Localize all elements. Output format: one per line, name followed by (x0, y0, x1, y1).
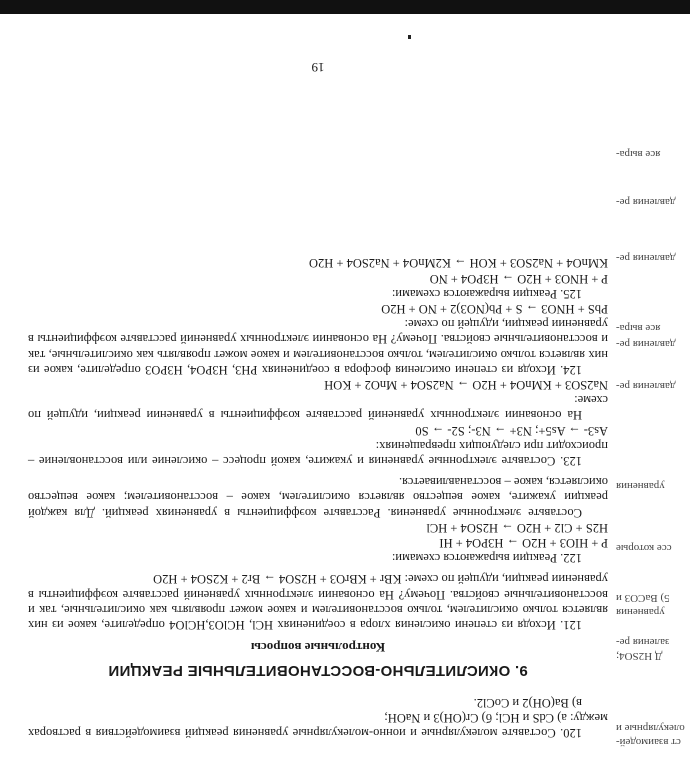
problem-120-tail: в) Ba(OH)2 и CoCl2. (473, 695, 582, 710)
previous-page-margin (612, 0, 690, 768)
section-title: Контрольные вопросы (250, 640, 386, 656)
equation: KMnO4 + Na2SO3 + KOH → K2MnO4 + Na2SO4 + H2O (308, 256, 608, 271)
equation: P + HIO3 + H2O → H3PO4 + HI (439, 535, 608, 550)
margin-fragment: 5) BaCO3 и (616, 592, 670, 604)
margin-fragment: давления ре- (616, 380, 676, 392)
page-body (28, 20, 608, 740)
problem-122-intro: 122. Реакции выражаются схемами: (391, 551, 582, 566)
equation: Na2SO3 + KMnO4 + H2O → Na2SO4 + MnO2 + KOH (324, 377, 608, 392)
margin-fragment: ст взаимодей- (616, 736, 681, 748)
margin-fragment: заления ре- (616, 636, 670, 648)
margin-fragment: уравнения (616, 480, 665, 492)
chapter-title: 9. ОКИСЛИТЕЛЬНО-ВОССТАНОВИТЕЛЬНЫЕ РЕАКЦИИ (108, 662, 528, 680)
margin-fragment: олекулярные и (616, 722, 685, 734)
problem-121: 121. Исходя из степени окисления хлора в соединениях HCl, HClO3,HClO4 определите, какое из них является только окислителем, только восстановителем и какое может проявлять как окислительные, так и восстановительные свойства. Почему? На основании электронных уравнений расставьте коэффициенты в уравнении реакции, идущей по схеме: KBr + KBrO3 + H2SO4 → Br2 + K2SO4 + H2O (28, 572, 608, 632)
margin-fragment: ссе которые (616, 542, 672, 554)
equation: PbS + HNO3 → S + Pb(NO3)2 + NO + H2O (381, 301, 608, 316)
margin-fragment: давления ре- (616, 252, 676, 264)
equation: H2S + Cl2 + H2O → H2SO4 + HCl (426, 520, 608, 535)
margin-fragment: Д H2SO4; (616, 650, 663, 662)
margin-fragment: ясе выра- (616, 322, 661, 334)
problem-120: 120. Составьте молекулярные и ионно-молекулярные уравнения реакций взаимодействия в растворах между: а) CdS и HCl; б) Cr(OH)3 и NaOH; (28, 710, 608, 740)
equation: As3- → As5+; N3+ → N3-; S2- → S0 (415, 423, 608, 438)
margin-fragment: ясе выра- (616, 148, 661, 160)
problem-125-intro: 125. Реакции выражаются схемами: (391, 286, 582, 301)
equation: P + HNO3 + H2O → H3PO4 + NO (429, 271, 608, 286)
problem-122-text: Составьте электронные уравнения. Расставьте коэффициенты в уравнениях реакций. Для каждой реакции укажите, какое вещество является окислителем, какое – восстановителем; какое вещество окисляется, какое – восстанавливается. (28, 475, 608, 520)
page-number: 19 (311, 60, 325, 76)
problem-123: 123. Составьте электронные уравнения и укажите, какой процесс – окисление или восстановление – происходит при следующих превращениях: (28, 438, 608, 468)
problem-123-text2: На основании электронных уравнений расставьте коэффициенты в уравнении реакции, идущей по схеме: (28, 393, 608, 423)
margin-fragment: давления ре- (616, 196, 676, 208)
margin-fragment: уравнения (616, 606, 665, 618)
margin-fragment: давления ре- (616, 338, 676, 350)
problem-124: 124. Исходя из степени окисления фосфора в соединениях PH3, H3PO4, H3PO3 определите, какое из них является только окислителем, только восстановителем и какое может проявлять как окислительные, так и восстановительные свойства. Почему? На основании электронных уравнений расставьте коэффициенты в уравнении реакции, идущей по схеме: (28, 317, 608, 377)
